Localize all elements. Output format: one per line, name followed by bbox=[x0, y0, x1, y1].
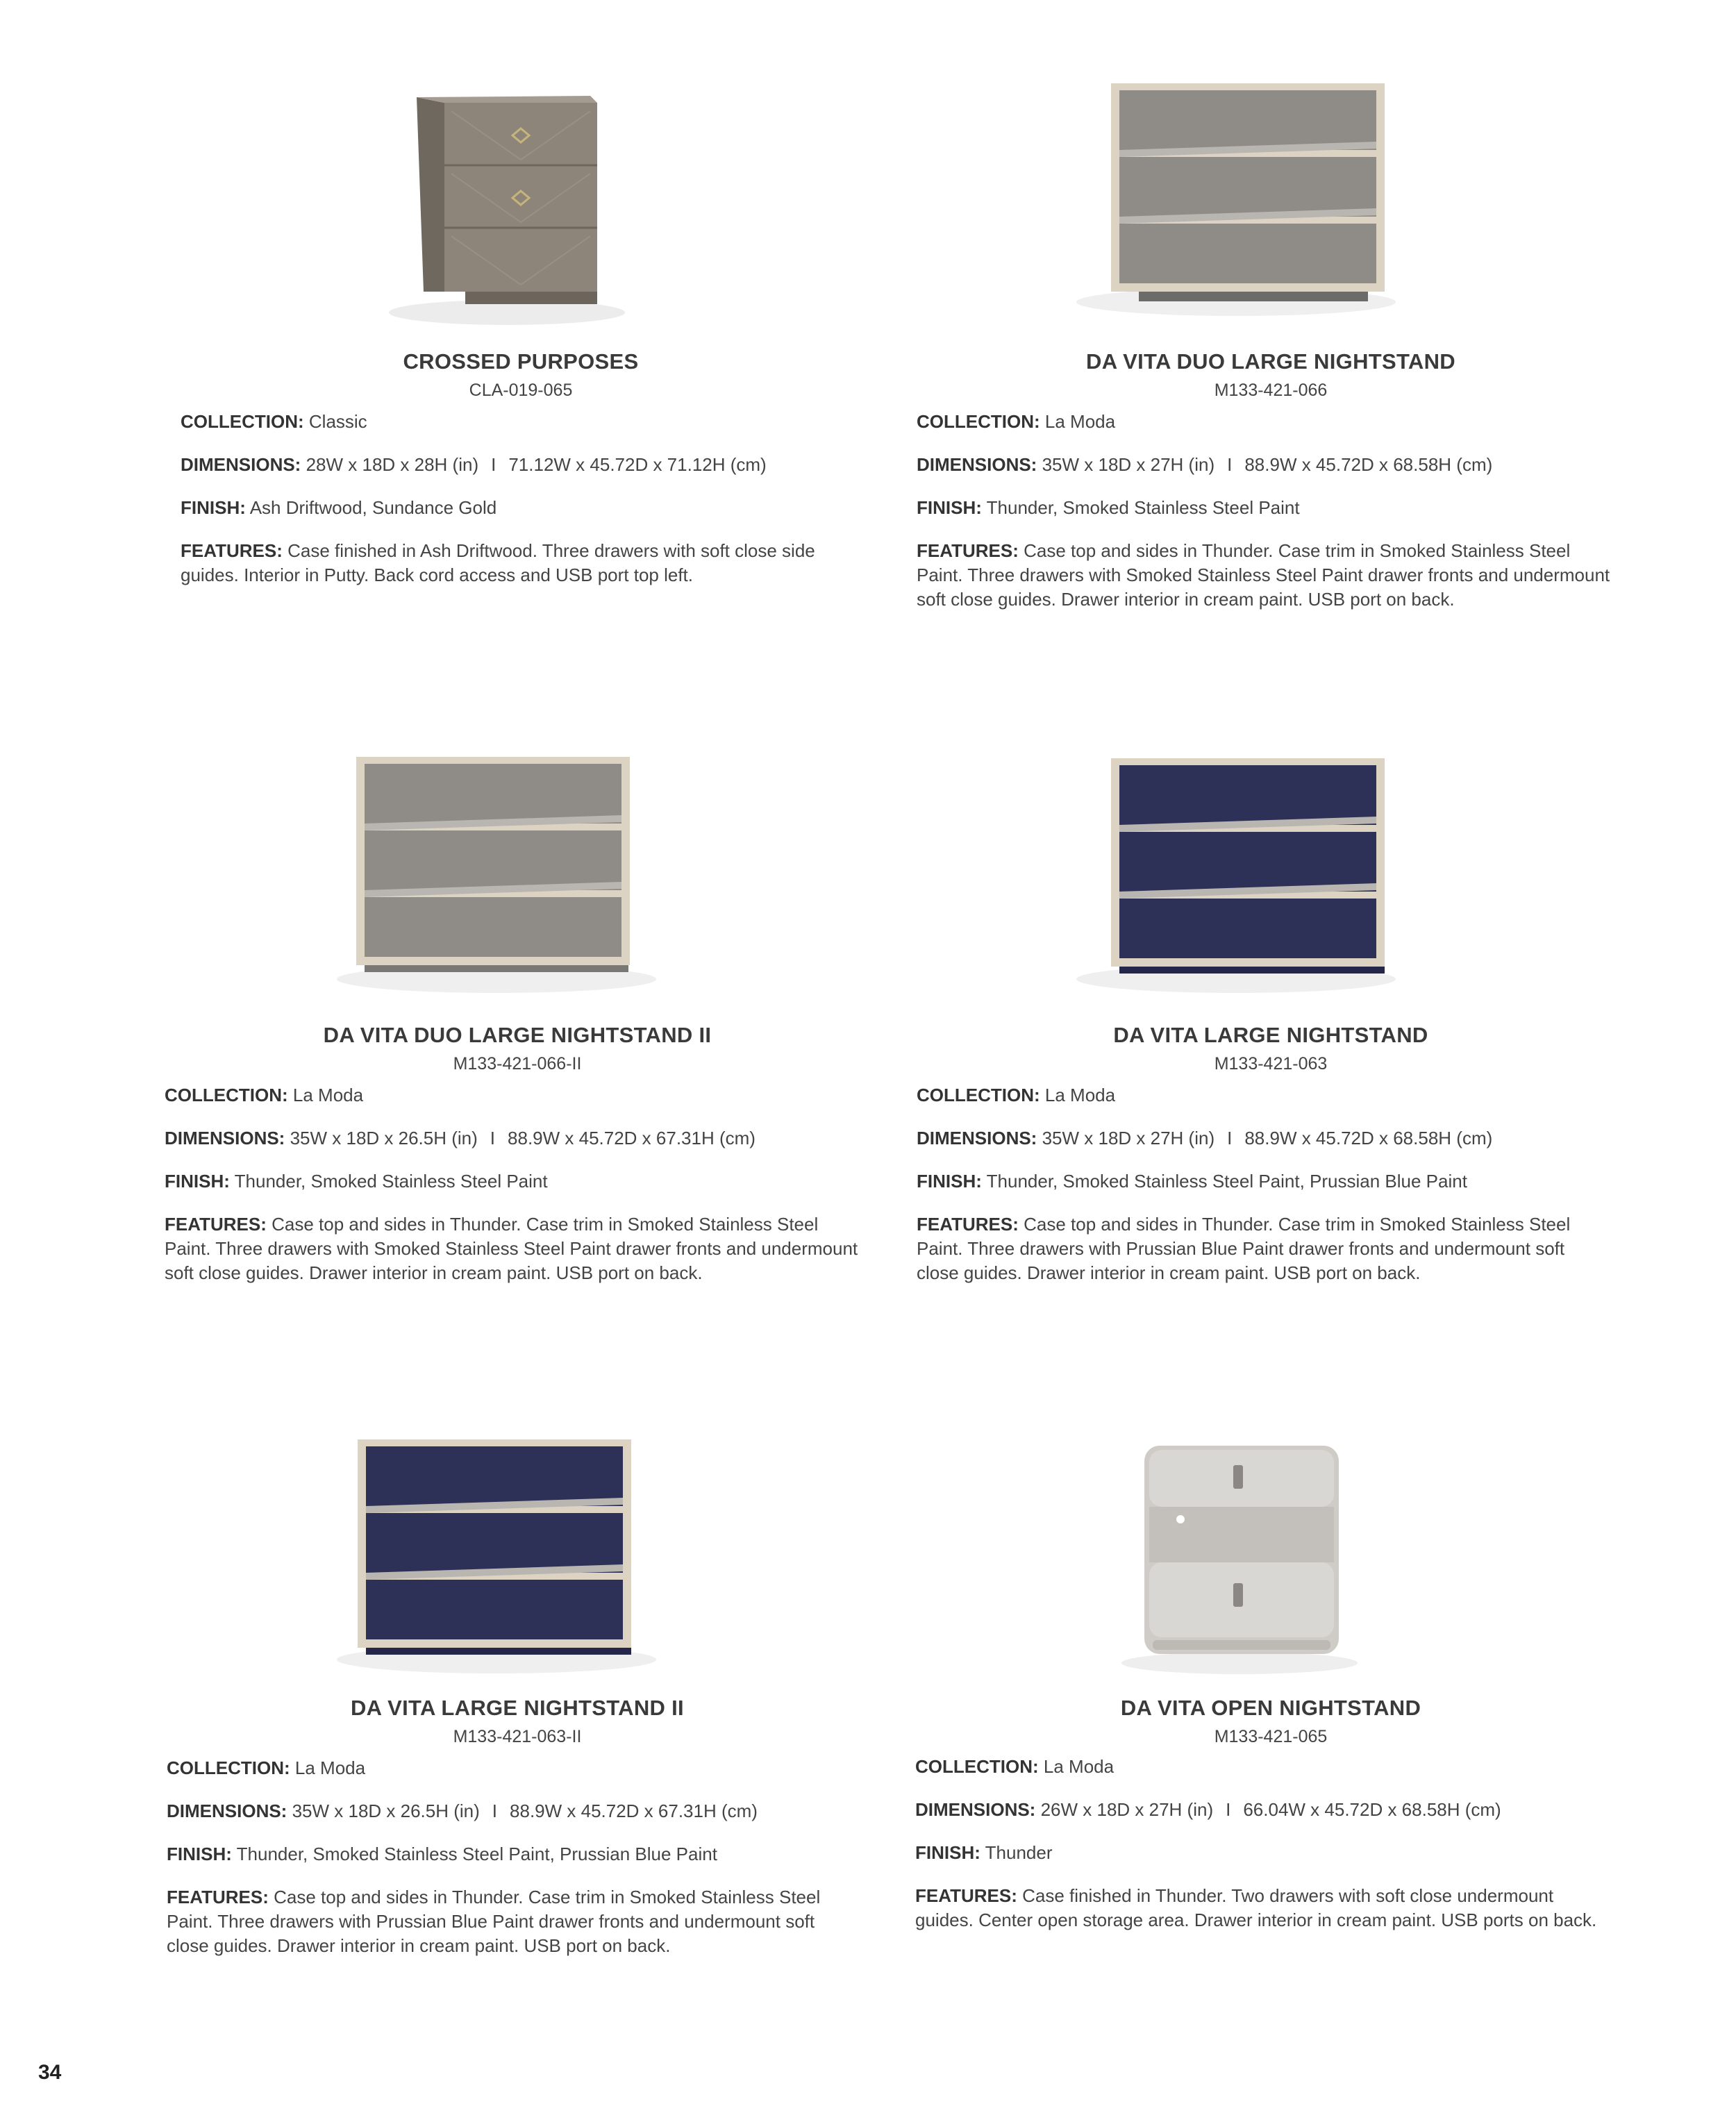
finish-label: FINISH: bbox=[167, 1844, 232, 1864]
features-value: Case top and sides in Thunder. Case trim in Smoked Stainless Steel Paint. Three drawers with Prussian Blue Paint drawer fronts and undermount soft close guides. Drawer interior in cream paint. USB port on back. bbox=[167, 1887, 821, 1956]
dimensions-separator: I bbox=[1226, 1799, 1231, 1820]
spec-features bbox=[165, 1212, 859, 1285]
spec-finish bbox=[917, 496, 1625, 520]
spec-collection bbox=[917, 410, 1625, 434]
spec-collection bbox=[917, 1083, 1625, 1108]
product-sku: M133-421-066-II bbox=[453, 1054, 582, 1073]
dimensions-in: 26W x 18D x 27H (in) bbox=[1040, 1799, 1214, 1820]
product-title: CROSSED PURPOSES bbox=[403, 349, 639, 374]
spec-finish bbox=[167, 1842, 875, 1866]
spec-dimensions bbox=[915, 1798, 1624, 1822]
product-image-da-vita-duo-large-ii bbox=[316, 750, 677, 1014]
features-value: Case finished in Ash Driftwood. Three drawers with soft close side guides. Interior in Putty. Back cord access and USB port top left. bbox=[181, 540, 815, 585]
collection-value: Classic bbox=[308, 411, 367, 432]
features-label: FEATURES: bbox=[167, 1887, 269, 1907]
finish-value: Thunder, Smoked Stainless Steel Paint bbox=[234, 1171, 548, 1192]
collection-label: COLLECTION: bbox=[917, 411, 1040, 432]
product-sku: M133-421-065 bbox=[1214, 1727, 1328, 1746]
spec-collection bbox=[915, 1755, 1624, 1779]
collection-label: COLLECTION: bbox=[917, 1085, 1040, 1105]
product-card-da-vita-large bbox=[903, 750, 1639, 1375]
product-sku: M133-421-063 bbox=[1214, 1054, 1328, 1073]
dimensions-separator: I bbox=[1227, 454, 1233, 475]
features-label: FEATURES: bbox=[181, 540, 283, 561]
spec-finish bbox=[165, 1169, 873, 1194]
dimensions-cm: 88.9W x 45.72D x 67.31H (cm) bbox=[510, 1801, 758, 1821]
finish-label: FINISH: bbox=[181, 497, 246, 518]
collection-value: La Moda bbox=[292, 1085, 364, 1105]
finish-label: FINISH: bbox=[165, 1171, 230, 1192]
product-image-da-vita-large bbox=[1055, 750, 1417, 1014]
product-card-crossed-purposes bbox=[153, 76, 889, 701]
dimensions-separator: I bbox=[492, 1801, 498, 1821]
dimensions-in: 35W x 18D x 26.5H (in) bbox=[290, 1128, 478, 1148]
dimensions-label: DIMENSIONS: bbox=[915, 1799, 1036, 1820]
finish-label: FINISH: bbox=[915, 1842, 980, 1863]
spec-dimensions bbox=[917, 1126, 1625, 1151]
spec-dimensions bbox=[181, 453, 889, 477]
dimensions-cm: 88.9W x 45.72D x 68.58H (cm) bbox=[1244, 454, 1493, 475]
dimensions-in: 35W x 18D x 27H (in) bbox=[1042, 454, 1215, 475]
dimensions-separator: I bbox=[490, 1128, 496, 1148]
spec-collection bbox=[181, 410, 889, 434]
product-title: DA VITA DUO LARGE NIGHTSTAND II bbox=[323, 1023, 712, 1047]
dimensions-in: 28W x 18D x 28H (in) bbox=[306, 454, 479, 475]
spec-dimensions bbox=[167, 1799, 875, 1823]
dimensions-label: DIMENSIONS: bbox=[917, 1128, 1037, 1148]
product-sku: M133-421-066 bbox=[1214, 381, 1328, 400]
features-label: FEATURES: bbox=[917, 540, 1019, 561]
spec-features bbox=[917, 1212, 1583, 1285]
product-card-da-vita-large-ii bbox=[149, 1423, 885, 2048]
features-label: FEATURES: bbox=[915, 1885, 1017, 1906]
dimensions-label: DIMENSIONS: bbox=[165, 1128, 285, 1148]
collection-label: COLLECTION: bbox=[165, 1085, 288, 1105]
product-image-da-vita-duo-large bbox=[1055, 76, 1417, 340]
finish-value: Ash Driftwood, Sundance Gold bbox=[249, 497, 497, 518]
features-value: Case top and sides in Thunder. Case trim in Smoked Stainless Steel Paint. Three drawers with Smoked Stainless Steel Paint drawer fronts and undermount soft close guides. Drawer interior in cream paint. USB port on back. bbox=[917, 540, 1610, 610]
dimensions-cm: 66.04W x 45.72D x 68.58H (cm) bbox=[1243, 1799, 1501, 1820]
collection-value: La Moda bbox=[294, 1757, 366, 1778]
dimensions-label: DIMENSIONS: bbox=[917, 454, 1037, 475]
page-number: 34 bbox=[38, 2061, 62, 2084]
features-value: Case top and sides in Thunder. Case trim in Smoked Stainless Steel Paint. Three drawers with Prussian Blue Paint drawer fronts and undermount soft close guides. Drawer interior in cream paint. USB port on back. bbox=[917, 1214, 1571, 1283]
product-image-crossed-purposes bbox=[361, 83, 653, 347]
dimensions-separator: I bbox=[1227, 1128, 1233, 1148]
dimensions-in: 35W x 18D x 27H (in) bbox=[1042, 1128, 1215, 1148]
spec-features bbox=[915, 1884, 1617, 1932]
product-card-da-vita-duo-large-ii bbox=[149, 750, 885, 1375]
product-title: DA VITA OPEN NIGHTSTAND bbox=[1120, 1696, 1421, 1720]
finish-value: Thunder, Smoked Stainless Steel Paint bbox=[986, 497, 1300, 518]
finish-value: Thunder, Smoked Stainless Steel Paint, Prussian Blue Paint bbox=[986, 1171, 1467, 1192]
collection-value: La Moda bbox=[1044, 411, 1116, 432]
spec-finish bbox=[181, 496, 889, 520]
dimensions-cm: 71.12W x 45.72D x 71.12H (cm) bbox=[508, 454, 767, 475]
finish-label: FINISH: bbox=[917, 1171, 982, 1192]
product-image-da-vita-open bbox=[1111, 1437, 1375, 1694]
product-card-da-vita-duo-large bbox=[903, 76, 1639, 701]
collection-value: La Moda bbox=[1043, 1756, 1115, 1777]
product-image-da-vita-large-ii bbox=[316, 1434, 677, 1698]
dimensions-cm: 88.9W x 45.72D x 67.31H (cm) bbox=[508, 1128, 756, 1148]
dimensions-label: DIMENSIONS: bbox=[181, 454, 301, 475]
collection-label: COLLECTION: bbox=[181, 411, 304, 432]
product-sku: M133-421-063-II bbox=[453, 1727, 582, 1746]
dimensions-separator: I bbox=[491, 454, 496, 475]
spec-dimensions bbox=[165, 1126, 873, 1151]
dimensions-cm: 88.9W x 45.72D x 68.58H (cm) bbox=[1244, 1128, 1493, 1148]
features-value: Case top and sides in Thunder. Case trim in Smoked Stainless Steel Paint. Three drawers with Smoked Stainless Steel Paint drawer fronts and undermount soft close guides. Drawer interior in cream paint. USB port on back. bbox=[165, 1214, 858, 1283]
dimensions-in: 35W x 18D x 26.5H (in) bbox=[292, 1801, 480, 1821]
features-value: Case finished in Thunder. Two drawers with soft close undermount guides. Center open storage area. Drawer interior in cream paint. USB ports on back. bbox=[915, 1885, 1597, 1930]
dimensions-label: DIMENSIONS: bbox=[167, 1801, 287, 1821]
product-sku: CLA-019-065 bbox=[469, 381, 573, 400]
spec-dimensions bbox=[917, 453, 1625, 477]
features-label: FEATURES: bbox=[165, 1214, 267, 1235]
product-card-da-vita-open bbox=[903, 1423, 1639, 2048]
finish-value: Thunder bbox=[985, 1842, 1053, 1863]
spec-features bbox=[181, 539, 875, 587]
finish-label: FINISH: bbox=[917, 497, 982, 518]
finish-value: Thunder, Smoked Stainless Steel Paint, Prussian Blue Paint bbox=[236, 1844, 717, 1864]
spec-collection bbox=[165, 1083, 873, 1108]
collection-value: La Moda bbox=[1044, 1085, 1116, 1105]
spec-finish bbox=[917, 1169, 1625, 1194]
spec-collection bbox=[167, 1756, 875, 1780]
collection-label: COLLECTION: bbox=[915, 1756, 1039, 1777]
spec-finish bbox=[915, 1841, 1624, 1865]
spec-features bbox=[167, 1885, 833, 1958]
spec-features bbox=[917, 539, 1611, 612]
product-title: DA VITA DUO LARGE NIGHTSTAND bbox=[1086, 349, 1455, 374]
collection-label: COLLECTION: bbox=[167, 1757, 290, 1778]
product-title: DA VITA LARGE NIGHTSTAND II bbox=[351, 1696, 684, 1720]
features-label: FEATURES: bbox=[917, 1214, 1019, 1235]
product-title: DA VITA LARGE NIGHTSTAND bbox=[1113, 1023, 1428, 1047]
